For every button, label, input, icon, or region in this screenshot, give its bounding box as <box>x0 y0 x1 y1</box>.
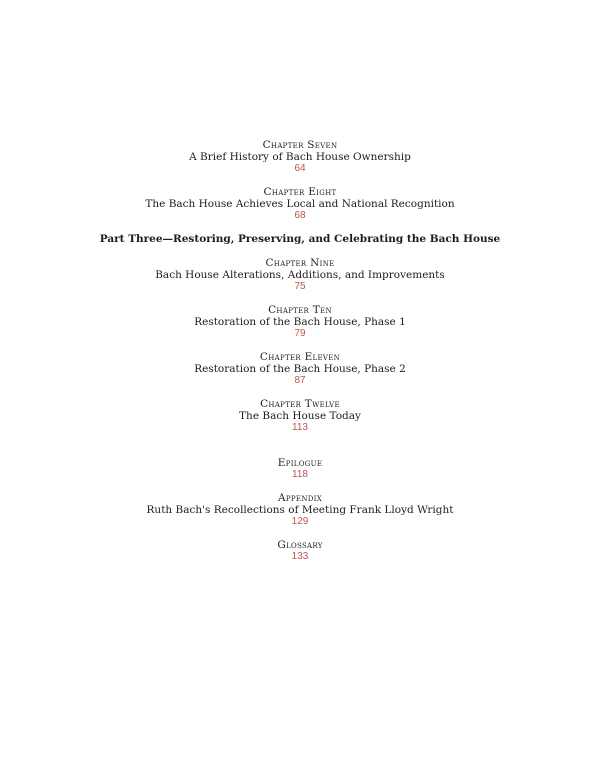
page-number: 68 <box>294 210 306 221</box>
toc-entry-chapter-nine <box>0 257 600 293</box>
page-number: 133 <box>291 551 309 562</box>
page-number: 79 <box>294 328 306 339</box>
toc-entry-chapter-seven <box>0 139 600 175</box>
toc-entry-chapter-eleven <box>0 351 600 387</box>
part-three-heading: Part Three—Restoring, Preserving, and Celebrating the Bach House <box>99 233 501 245</box>
toc-entry-glossary <box>0 539 600 563</box>
page-number: 113 <box>292 422 308 433</box>
toc-entry-chapter-eight <box>0 186 600 222</box>
chapter-label: Chapter Twelve <box>260 398 340 410</box>
chapter-title: The Bach House Achieves Local and National Recognition <box>145 198 455 210</box>
section-label: Glossary <box>277 539 323 551</box>
section-label: Epilogue <box>277 457 323 469</box>
toc-entry-chapter-ten <box>0 304 600 340</box>
toc-entry-appendix <box>0 492 600 528</box>
chapter-title: Restoration of the Bach House, Phase 2 <box>194 363 406 375</box>
chapter-label: Chapter Eight <box>263 186 337 198</box>
page-number: 75 <box>294 281 306 292</box>
chapter-label: Chapter Eleven <box>259 351 341 363</box>
page-number: 118 <box>292 469 308 480</box>
toc-entry-chapter-twelve <box>0 398 600 434</box>
page-number: 129 <box>291 516 309 527</box>
chapter-title: The Bach House Today <box>239 410 361 422</box>
page-number: 64 <box>294 163 306 174</box>
chapter-title: Bach House Alterations, Additions, and Improvements <box>155 269 445 281</box>
chapter-title: Restoration of the Bach House, Phase 1 <box>194 316 406 328</box>
chapter-label: Chapter Seven <box>262 139 338 151</box>
toc-entry-epilogue <box>0 457 600 481</box>
section-title: Ruth Bach's Recollections of Meeting Frank Lloyd Wright <box>146 504 454 516</box>
chapter-label: Chapter Nine <box>265 257 335 269</box>
section-label: Appendix <box>278 492 322 504</box>
chapter-label: Chapter Ten <box>268 304 332 316</box>
chapter-title: A Brief History of Bach House Ownership <box>189 151 411 163</box>
page-number: 87 <box>294 375 306 386</box>
